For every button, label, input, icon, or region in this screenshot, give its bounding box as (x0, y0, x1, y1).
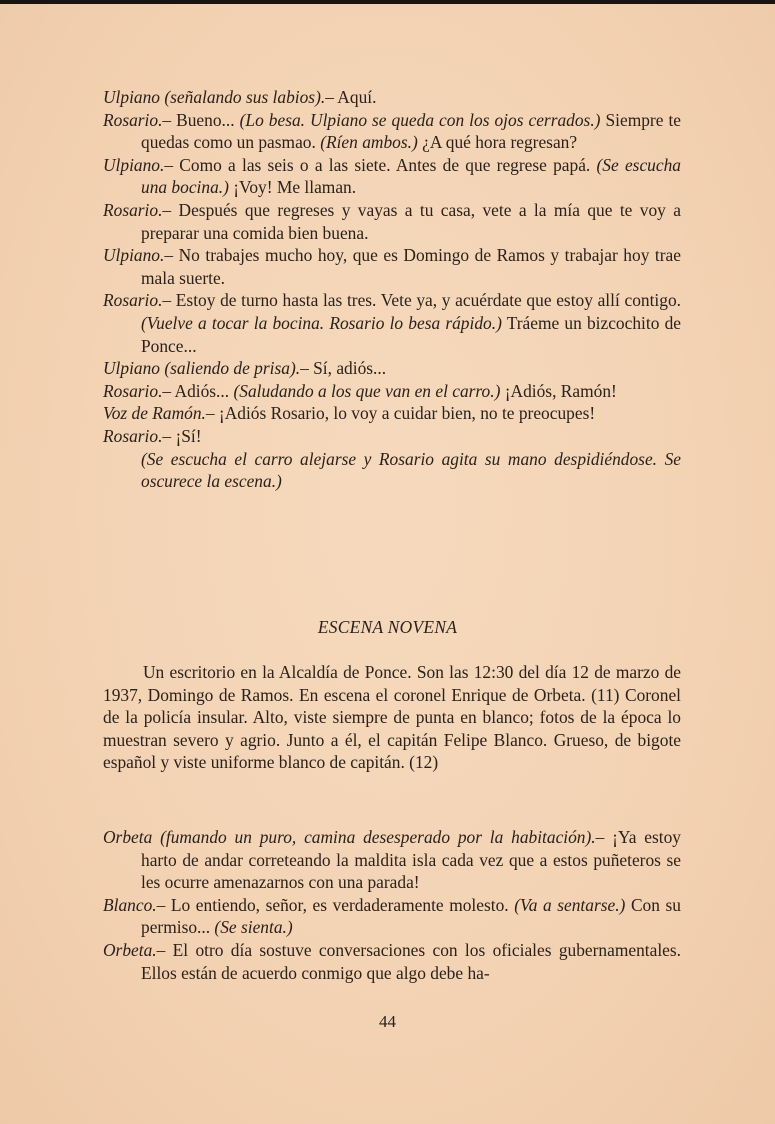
dialogue-line (103, 154, 681, 199)
speaker-name: Orbeta (fumando un puro, camina desesperado por la habitación).– (103, 827, 605, 847)
dialogue-line (103, 826, 681, 894)
dialogue-line (103, 244, 681, 289)
dialogue-line (103, 289, 681, 357)
top-dialogue-block (103, 86, 681, 493)
spoken-text: El otro día sostuve conversaciones con los oficiales gubernamentales. Ellos están de acuerdo conmigo que algo debe ha- (141, 939, 681, 983)
spoken-text: ¡Voy! Me llaman. (228, 177, 357, 198)
spoken-text: Adiós... (171, 380, 234, 401)
scene-description: Un escritorio en la Alcaldía de Ponce. Son las 12:30 del día 12 de marzo de 1937, Domingo de Ramos. En escena el coronel Enrique de Orbeta. (11) Coronel de la policía insular. Alto, viste siempre de punta en blanco; fotos de la época lo muestran severo y agrio. Junto a él, el capitán Felipe Blanco. Grueso, de bigote español y viste uniforme blanco de capitán. (12) (103, 662, 681, 773)
top-dialogue (103, 86, 681, 448)
stage-direction: (Ríen ambos.) (320, 132, 418, 153)
stage-direction: (Se escucha una bocina.) (141, 154, 681, 198)
spoken-text: Tráeme un bizcochito de Ponce... (141, 312, 681, 356)
bottom-dialogue-block (103, 826, 681, 984)
dialogue-line (103, 199, 681, 244)
spoken-text: Como a las seis o a las siete. Antes de que regrese papá. (173, 154, 597, 175)
speaker-name: Orbeta.– (103, 939, 166, 960)
dialogue-line (103, 86, 681, 109)
speaker-name: Ulpiano.– (103, 245, 174, 266)
dialogue-line (103, 425, 681, 448)
speaker-name: Rosario.– (103, 290, 172, 311)
dialogue-line (103, 357, 681, 380)
spoken-text: Con su permiso... (141, 894, 681, 938)
spoken-text: ¡Ya estoy harto de andar correteando la maldita isla cada vez que a estos puñeteros se les ocurre amenazarnos con una parada! (141, 827, 681, 893)
scene-heading: ESCENA NOVENA (317, 617, 458, 637)
spoken-text: ¡Adiós Rosario, lo voy a cuidar bien, no te preocupes! (214, 403, 596, 424)
stage-direction: (Lo besa. Ulpiano se queda con los ojos cerrados.) (239, 109, 601, 130)
spoken-text: ¡Adiós, Ramón! (500, 380, 617, 401)
scene-description-block (103, 661, 681, 774)
spoken-text: Aquí. (333, 87, 377, 107)
spoken-text: Lo entiendo, señor, es verdaderamente molesto. (165, 894, 515, 915)
spoken-text: Siempre te quedas como un pasmao. (141, 109, 682, 153)
dialogue-line (103, 402, 681, 425)
speaker-name: Rosario.– (103, 425, 172, 446)
bottom-dialogue (103, 826, 681, 984)
speaker-name: Voz de Ramón.– (103, 403, 215, 424)
spoken-text: ¿A qué hora regresan? (417, 132, 578, 153)
speaker-name: Ulpiano.– (103, 154, 174, 175)
spoken-text: ¡Sí! (171, 425, 202, 446)
stage-direction: (Se sienta.) (214, 917, 293, 938)
dialogue-line (103, 380, 681, 403)
speaker-name: Ulpiano (señalando sus labios).– (103, 87, 334, 107)
speaker-name: Rosario.– (103, 199, 172, 220)
page-number: 44 (379, 1012, 396, 1031)
stage-direction: (Va a sentarse.) (514, 894, 626, 915)
spoken-text: Estoy de turno hasta las tres. Vete ya, y acuérdate que estoy allí contigo. (171, 290, 681, 311)
page-top-edge (0, 0, 775, 4)
closing-stage-direction: (Se escucha el carro alejarse y Rosario agita su mano despidiéndose. Se oscurece la escena.) (141, 448, 681, 492)
speaker-name: Rosario.– (103, 380, 172, 401)
spoken-text: Después que regreses y vayas a tu casa, vete a la mía que te voy a preparar una comida bien buena. (141, 199, 681, 243)
spoken-text: No trabajes mucho hoy, que es Domingo de Ramos y trabajar hoy trae mala suerte. (141, 245, 681, 288)
speaker-name: Ulpiano (saliendo de prisa).– (103, 358, 309, 379)
stage-direction: (Vuelve a tocar la bocina. Rosario lo besa rápido.) (141, 312, 502, 333)
dialogue-line (103, 939, 681, 984)
speaker-name: Rosario.– (103, 109, 172, 130)
dialogue-line (103, 109, 681, 154)
spoken-text: Sí, adiós... (308, 358, 387, 379)
dialogue-line (103, 894, 681, 939)
spoken-text: Bueno... (171, 109, 240, 130)
stage-direction: (Saludando a los que van en el carro.) (233, 380, 501, 401)
speaker-name: Blanco.– (103, 894, 166, 915)
